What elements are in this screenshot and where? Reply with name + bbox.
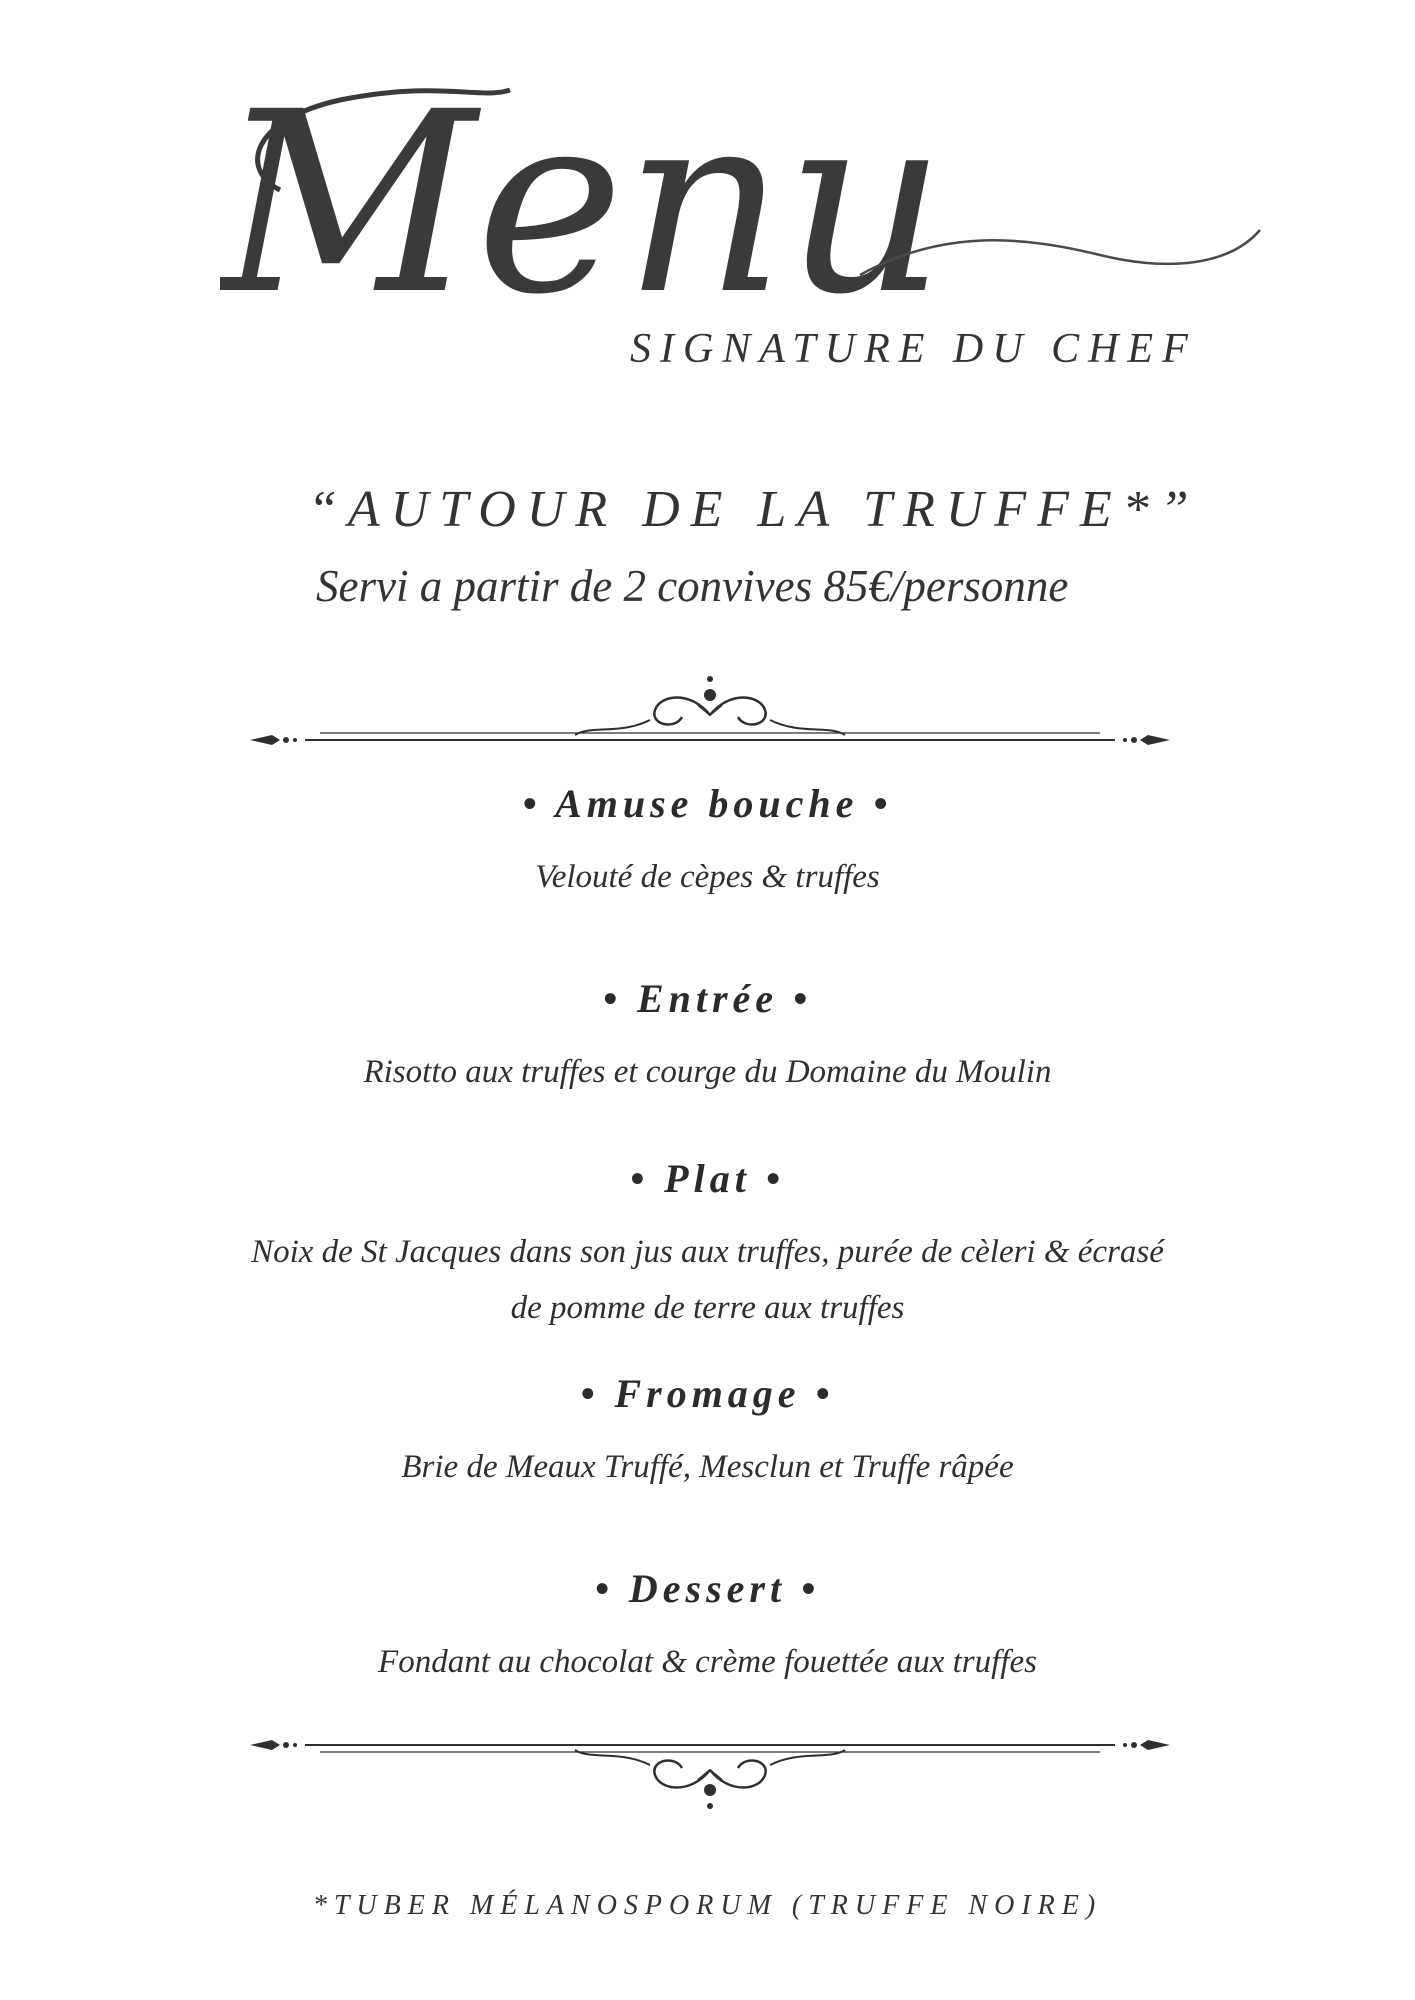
course-entree [0,975,1415,1100]
course-description-line: Velouté de cèpes & truffes [535,859,880,895]
menu-subtitle: SIGNATURE DU CHEF [630,326,1197,372]
course-title: • Dessert • [594,1566,821,1611]
course-description-line: Noix de St Jacques dans son jus aux truffes, purée de cèleri & écrasé [251,1234,1164,1270]
bottom-ornament-divider [250,1730,1170,1820]
course-plat [0,1155,1415,1336]
menu-footnote: *TUBER MÉLANOSPORUM (TRUFFE NOIRE) [312,1890,1103,1921]
menu-served-info: Servi a partir de 2 convives 85€/personne [316,561,1069,611]
course-title: • Entrée • [602,976,813,1021]
course-title: • Plat • [630,1156,785,1201]
course-description [0,1044,1415,1100]
course-description [0,849,1415,905]
course-description [0,1439,1415,1495]
course-description-line: Fondant au chocolat & crème fouettée aux truffes [378,1644,1037,1680]
course-description-line: de pomme de terre aux truffes [510,1290,905,1326]
course-amuse-bouche [0,780,1415,905]
course-description-line: Risotto aux truffes et courge du Domaine du Moulin [363,1054,1052,1090]
course-fromage [0,1370,1415,1495]
menu-title-text: Menu [220,60,946,340]
course-title: • Fromage • [580,1371,835,1416]
course-description [0,1224,1415,1336]
menu-theme-title: “AUTOUR DE LA TRUFFE*” [308,481,1200,538]
course-title: • Amuse bouche • [522,781,893,826]
top-ornament-divider [250,665,1170,755]
course-dessert [0,1565,1415,1690]
course-description-line: Brie de Meaux Truffé, Mesclun et Truffe râpée [401,1449,1014,1485]
course-description [0,1634,1415,1690]
menu-script-title [220,60,1270,340]
